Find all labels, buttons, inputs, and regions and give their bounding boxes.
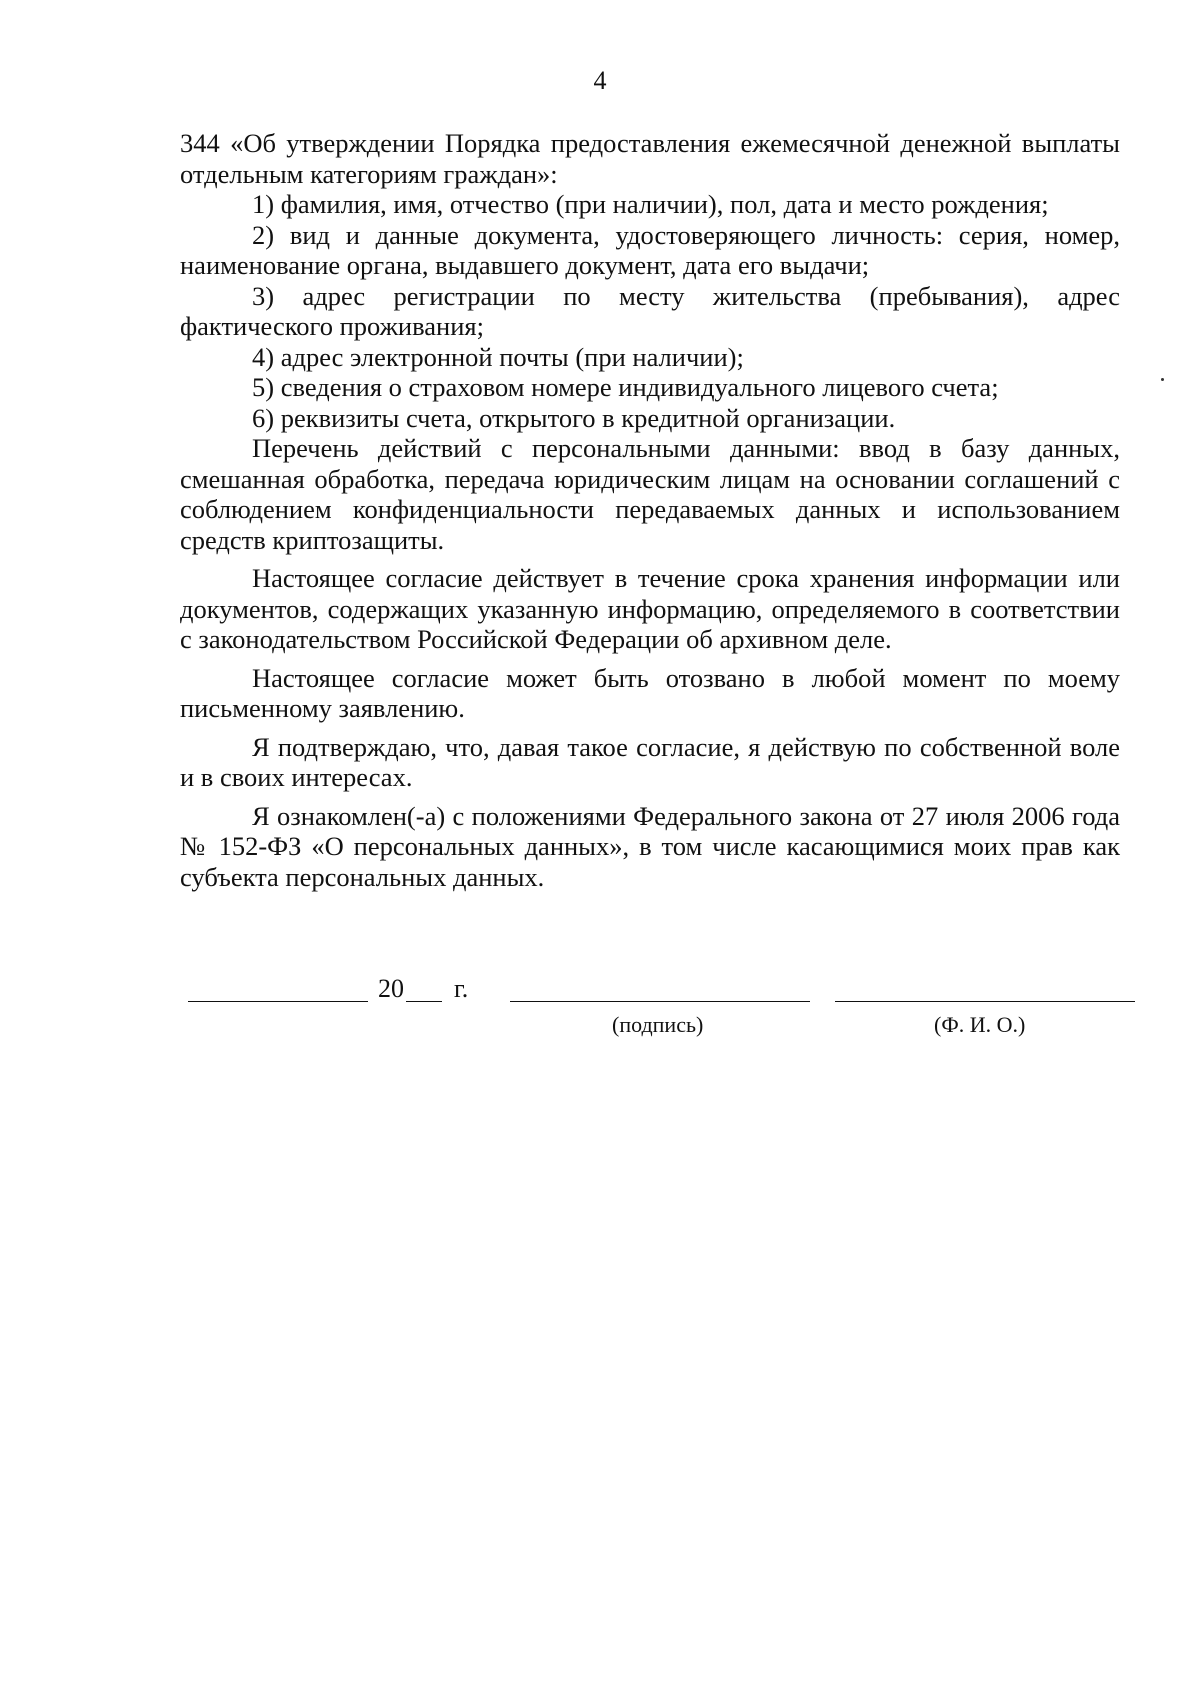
- date-blank-line: [188, 1001, 368, 1002]
- paragraph-validity: Настоящее согласие действует в течение срока хранения информации или документов, содержащих указанную информацию, определяемого в соответствии с законодательством Российской Федерации об архивном деле.: [180, 563, 1120, 654]
- list-item-6: 6) реквизиты счета, открытого в кредитной организации.: [252, 402, 896, 433]
- list-item-3: 3) адрес регистрации по месту жительства (пребывания), адрес фактического проживания;: [180, 280, 1120, 341]
- paragraph-acknowledgement: Я ознакомлен(-а) с положениями Федерального закона от 27 июля 2006 года № 152-ФЗ «О персональных данных», в том числе касающимися моих прав как субъекта персональных данных.: [180, 800, 1120, 892]
- page-number: 4: [593, 66, 607, 95]
- year-blank-line: [406, 1001, 442, 1002]
- signature-line: [510, 1001, 810, 1002]
- name-caption: (Ф. И. О.): [934, 1012, 1026, 1037]
- list-item-5: 5) сведения о страховом номере индивидуального лицевого счета;: [252, 372, 999, 402]
- list-item-2: 2) вид и данные документа, удостоверяющего личность: серия, номер, наименование органа, выдавшего документ, дата его выдачи;: [180, 219, 1120, 280]
- signature-caption: (подпись): [612, 1012, 704, 1037]
- scan-speck: [1161, 378, 1164, 381]
- list-item-1: 1) фамилия, имя, отчество (при наличии), пол, дата и место рождения;: [252, 189, 1049, 219]
- paragraph-intro: 344 «Об утверждении Порядка предоставления ежемесячной денежной выплаты отдельным категориям граждан»:: [180, 128, 1120, 189]
- document-body: [180, 128, 1120, 892]
- paragraph-revocation: Настоящее согласие может быть отозвано в любой момент по моему письменному заявлению.: [180, 662, 1120, 723]
- paragraph-confirmation: Я подтверждаю, что, давая такое согласие, я действую по собственной воле и в своих интересах.: [180, 731, 1120, 792]
- paragraph-actions: Перечень действий с персональными данными: ввод в базу данных, смешанная обработка, передача юридическим лицам на основании соглашений с соблюдением конфиденциальности передаваемых данных и использованием средств криптозащиты.: [180, 433, 1120, 555]
- year-suffix: г.: [454, 974, 469, 1003]
- year-prefix: 20: [378, 974, 404, 1003]
- name-line: [835, 1001, 1135, 1002]
- list-item-4: 4) адрес электронной почты (при наличии);: [252, 341, 744, 372]
